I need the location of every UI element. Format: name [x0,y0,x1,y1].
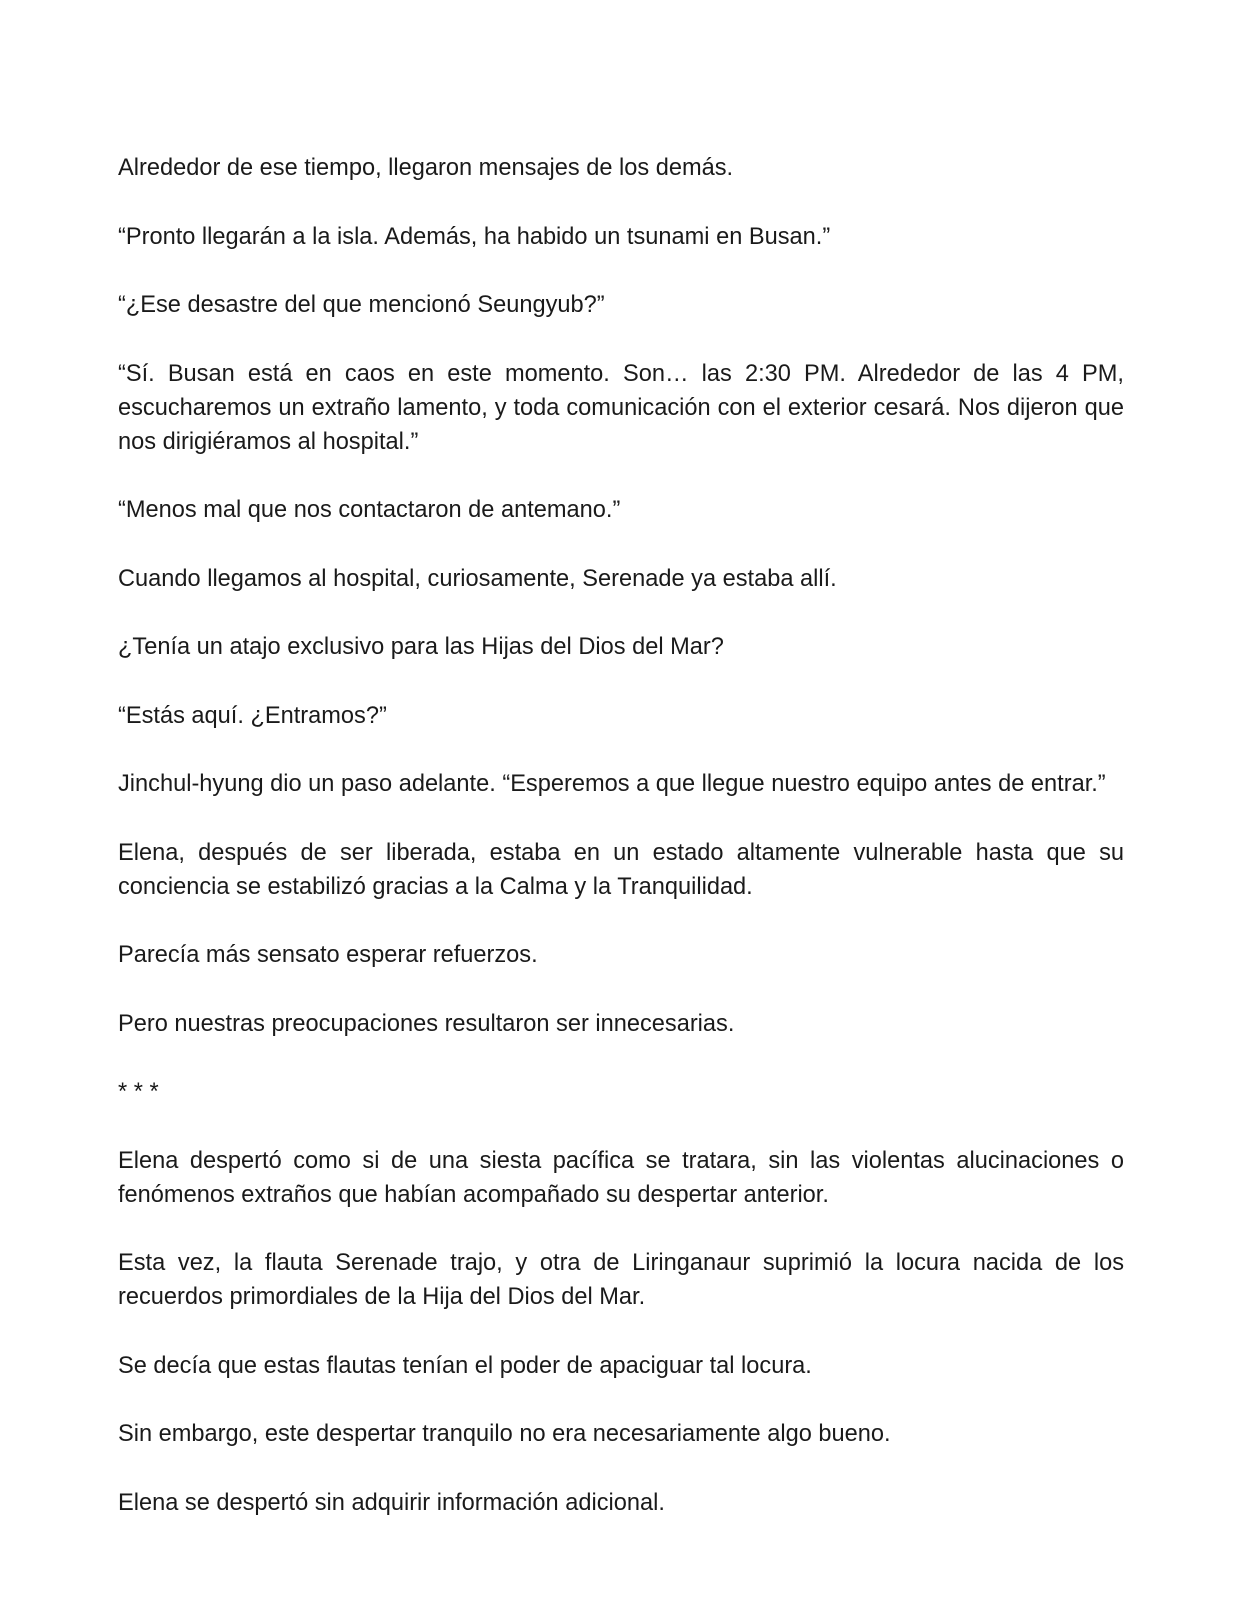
paragraph: “Menos mal que nos contactaron de antemano.” [118,497,621,523]
paragraph: “Sí. Busan está en caos en este momento. Son… las 2:30 PM. Alrededor de las 4 PM, escucharemos un extraño lamento, y toda comunicación con el exterior cesará. Nos dijeron que nos dirigiéramos al hospital.” [118,360,1124,455]
paragraph: Esta vez, la flauta Serenade trajo, y otra de Liringanaur suprimió la locura nacida de los recuerdos primordiales de la Hija del Dios del Mar. [118,1250,1124,1310]
paragraph: Parecía más sensato esperar refuerzos. [118,942,538,968]
paragraph: Elena, después de ser liberada, estaba en un estado altamente vulnerable hasta que su conciencia se estabilizó gracias a la Calma y la Tranquilidad. [118,839,1124,900]
paragraph: Pero nuestras preocupaciones resultaron ser innecesarias. [118,1010,735,1037]
scene-break: * * * [118,1079,159,1105]
paragraph: Elena se despertó sin adquirir información adicional. [118,1489,665,1516]
paragraph: “Pronto llegarán a la isla. Además, ha habido un tsunami en Busan.” [118,223,831,250]
paragraph: Elena despertó como si de una siesta pacífica se tratara, sin las violentas alucinaciones o fenómenos extraños que habían acompañado su despertar anterior. [118,1147,1124,1208]
paragraph: “Estás aquí. ¿Entramos?” [118,702,387,729]
paragraph: Jinchul-hyung dio un paso adelante. “Esperemos a que llegue nuestro equipo antes de entrar.” [118,771,1106,797]
paragraph: Alrededor de ese tiempo, llegaron mensajes de los demás. [118,155,734,181]
document-body [118,151,1124,1520]
paragraph: Cuando llegamos al hospital, curiosamente, Serenade ya estaba allí. [118,565,837,592]
paragraph: ¿Tenía un atajo exclusivo para las Hijas del Dios del Mar? [118,634,724,660]
paragraph: Sin embargo, este despertar tranquilo no era necesariamente algo bueno. [118,1421,891,1447]
paragraph: “¿Ese desastre del que mencionó Seungyub?” [118,292,605,318]
paragraph: Se decía que estas flautas tenían el poder de apaciguar tal locura. [118,1352,812,1379]
